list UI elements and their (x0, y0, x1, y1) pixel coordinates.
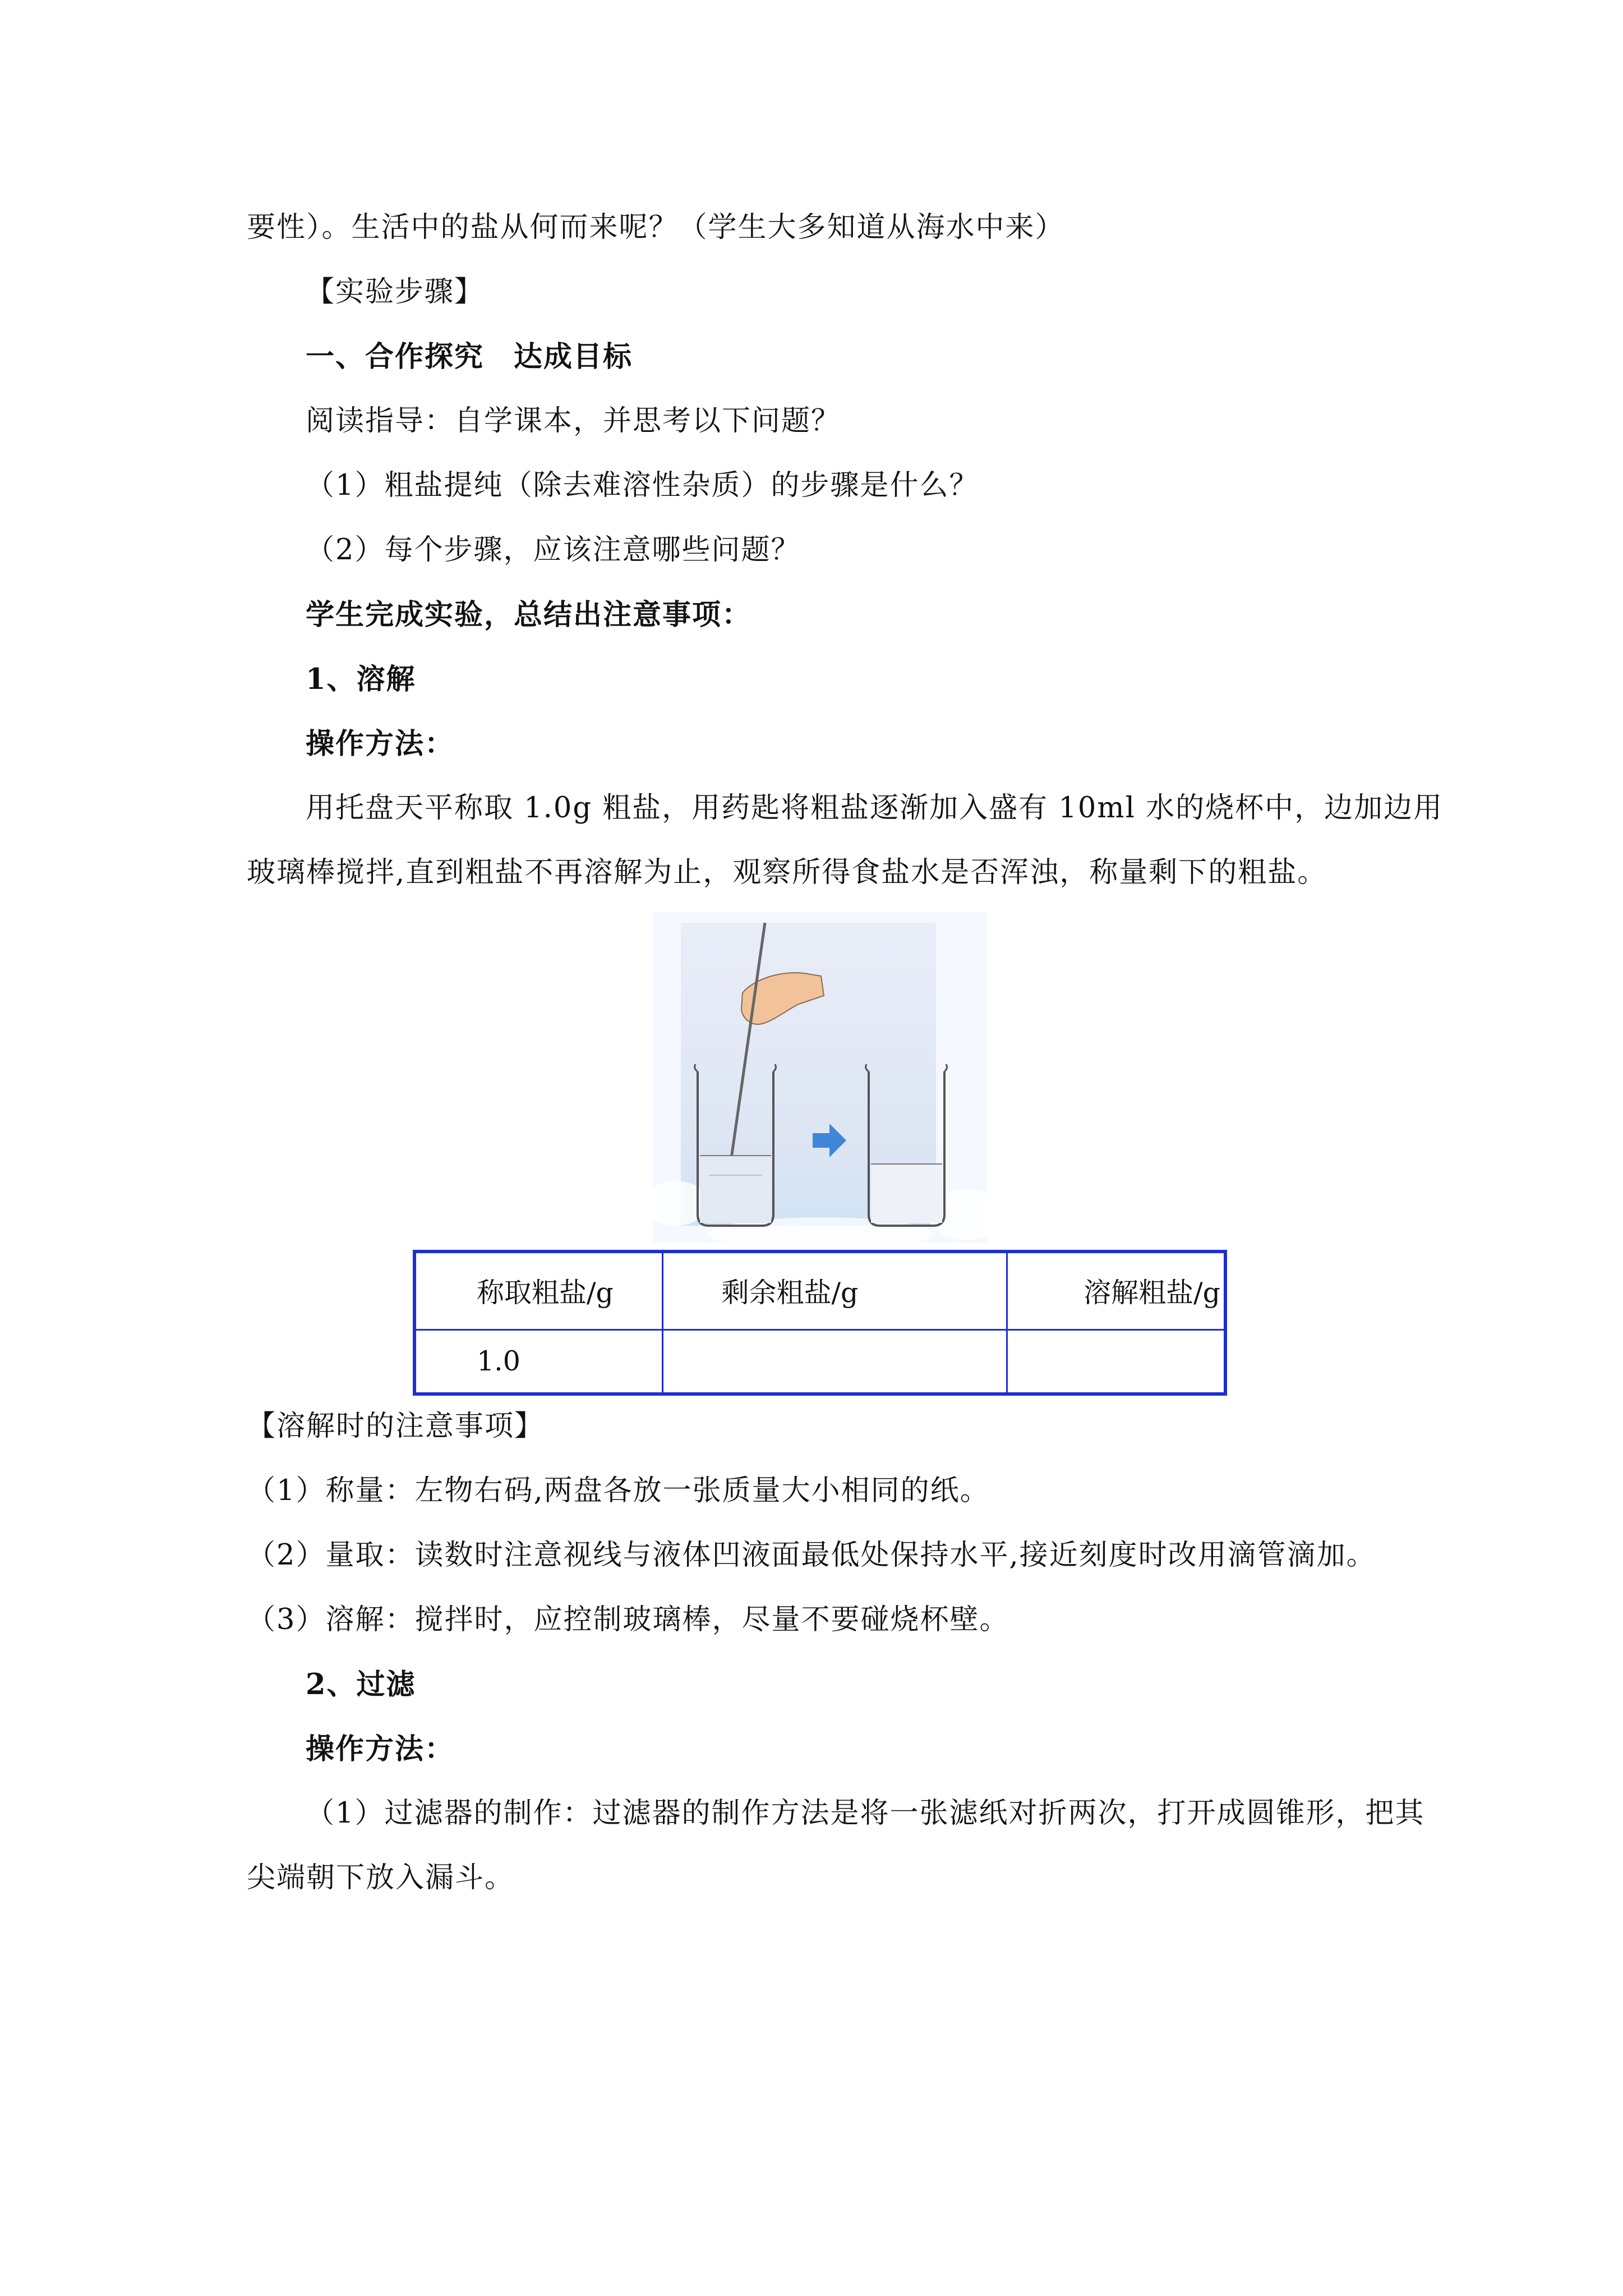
note-item: （3）溶解：搅拌时，应控制玻璃棒，尽量不要碰烧杯壁。 (247, 1603, 1009, 1636)
section-heading-dissolve-notes: 【溶解时的注意事项】 (247, 1410, 545, 1443)
table-header-cell: 剩余粗盐/g (662, 1251, 1007, 1329)
note-item: （1）称量：左物右码,两盘各放一张质量大小相同的纸。 (247, 1474, 990, 1507)
table-cell: 1.0 (414, 1329, 662, 1394)
paragraph: 阅读指导：自学课本，并思考以下问题？ (306, 404, 841, 438)
dissolving-salt-beakers-illustration (653, 912, 987, 1243)
salt-weighing-table (413, 1250, 1227, 1396)
section-heading-cooperative-inquiry: 一、合作探究 达成目标 (306, 340, 633, 374)
table-cell (662, 1329, 1007, 1394)
note-item: （2）量取：读数时注意视线与液体凹液面最低处保持水平,接近刻度时改用滴管滴加。 (247, 1539, 1376, 1572)
table-header-cell: 溶解粗盐/g (1007, 1251, 1225, 1329)
section-heading-experiment-steps: 【实验步骤】 (306, 275, 485, 309)
paragraph: 玻璃棒搅拌,直到粗盐不再溶解为止，观察所得食盐水是否浑浊，称量剩下的粗盐。 (247, 856, 1327, 889)
paragraph: 用托盘天平称取 1.0g 粗盐，用药匙将粗盐逐渐加入盛有 10ml 水的烧杯中，边加边用 (306, 792, 1444, 825)
step-heading-filter: 2、过滤 (306, 1668, 416, 1701)
step-heading-dissolve: 1、溶解 (306, 662, 416, 696)
question-item: （1）粗盐提纯（除去难溶性杂质）的步骤是什么？ (306, 469, 979, 502)
operation-method-heading: 操作方法： (306, 1732, 455, 1766)
question-item: （2）每个步骤，应该注意哪些问题？ (306, 533, 801, 567)
operation-method-heading: 操作方法： (306, 727, 455, 761)
table-header-row (414, 1251, 1225, 1329)
bold-heading: 学生完成实验，总结出注意事项： (306, 598, 752, 632)
table-row (414, 1329, 1225, 1394)
paragraph: （1）过滤器的制作：过滤器的制作方法是将一张滤纸对折两次，打开成圆锥形，把其 (306, 1797, 1425, 1830)
paragraph: 要性）。生活中的盐从何而来呢？（学生大多知道从海水中来） (247, 211, 1065, 244)
paragraph: 尖端朝下放入漏斗。 (247, 1861, 515, 1894)
table-header-cell: 称取粗盐/g (414, 1251, 662, 1329)
table-cell (1007, 1329, 1225, 1394)
